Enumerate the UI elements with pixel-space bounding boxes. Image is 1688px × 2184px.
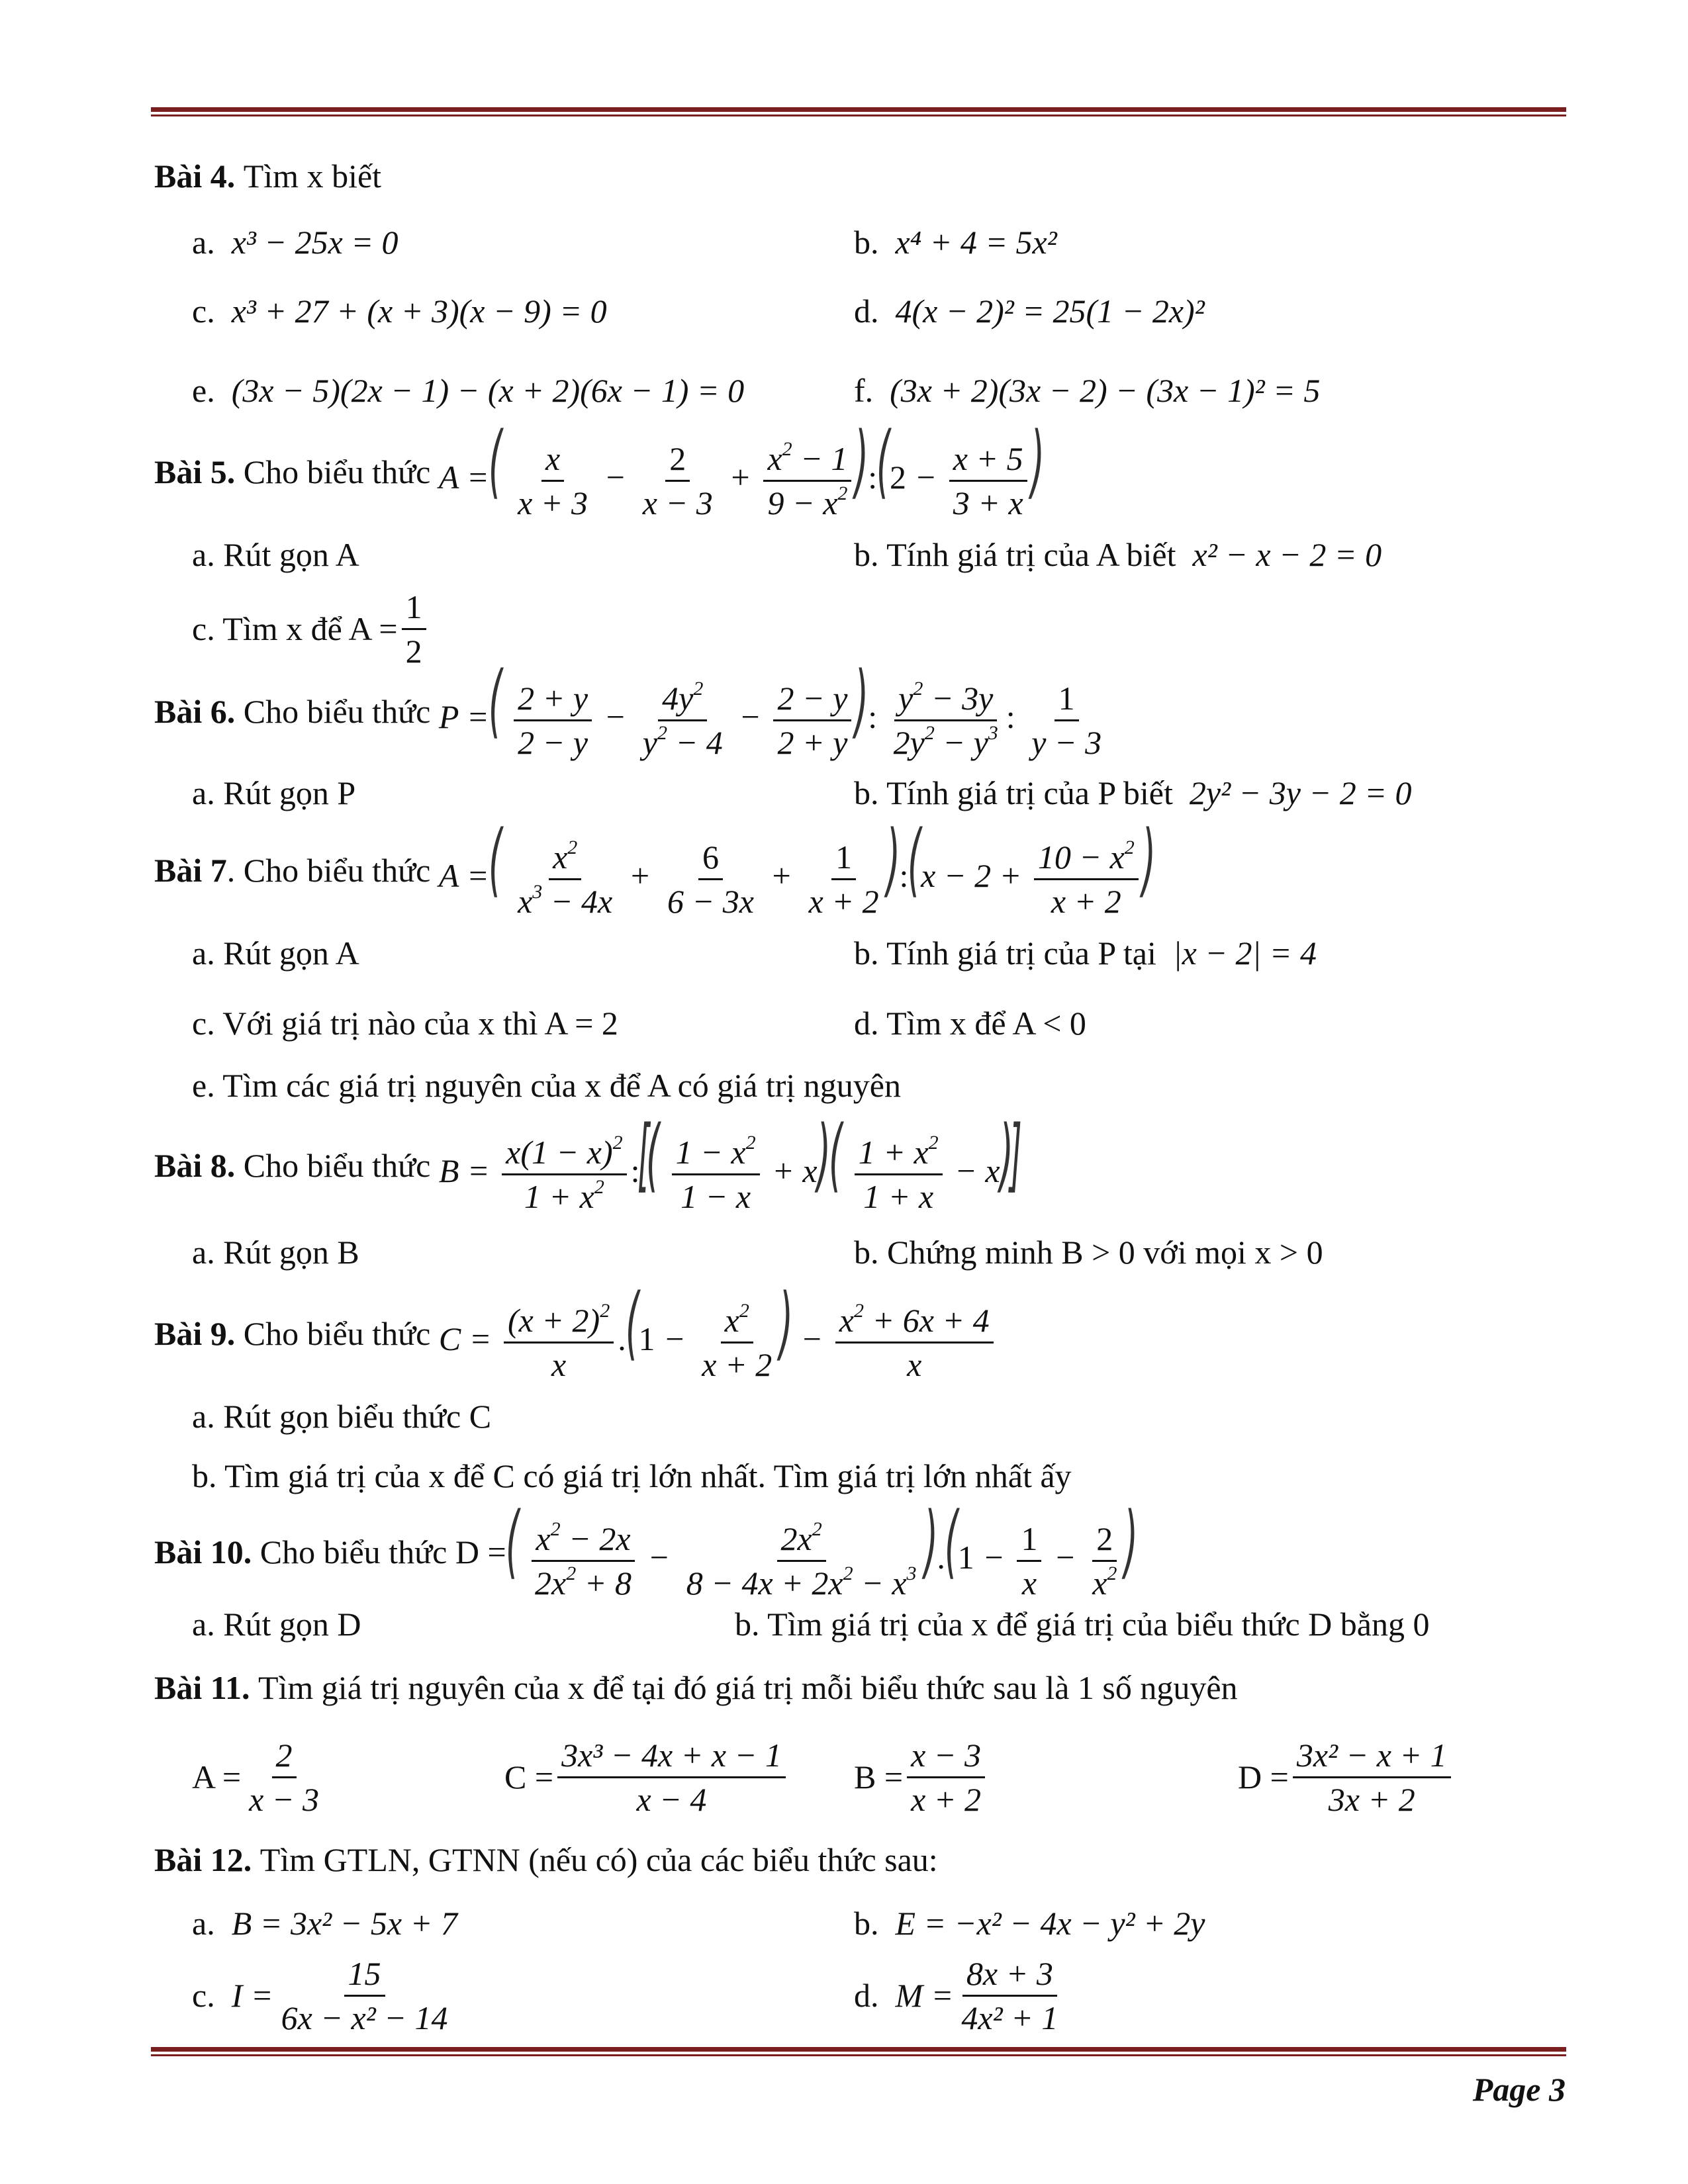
header-rule	[151, 107, 1566, 112]
item-label: d.	[854, 293, 879, 330]
item-label: b.	[854, 1905, 879, 1942]
header-rule-thin	[151, 114, 1566, 116]
bai4-a-expr: x³ − 25x = 0	[231, 224, 399, 261]
page-number: Page 3	[1472, 2071, 1566, 2108]
bai6-title: Bài 6.	[154, 693, 236, 730]
bai7-heading	[154, 813, 1156, 921]
bai6-heading	[154, 655, 1109, 762]
bai7-title: Bài 7	[154, 852, 227, 889]
item-label: a.	[192, 224, 215, 261]
bai5-heading	[154, 415, 1045, 522]
bai6-text: Cho biểu thức	[243, 693, 431, 730]
bai9-heading	[154, 1277, 998, 1384]
frac-den: x − 4	[636, 1780, 707, 1818]
frac-den: x − 3	[249, 1780, 319, 1818]
bai5-b-expr: x² − x − 2 = 0	[1192, 536, 1382, 573]
footer-rule-thin	[151, 2054, 1566, 2056]
bai12-d-lhs: M =	[895, 1977, 954, 2014]
bai8-formula: B = $\frac{x(1 - x)^2}{1 + x^2}$ :[( $\frac{1 - x^2}{1 - x}$ + x)( $\frac{1 + x^2}{1 + x}$ − x)]	[438, 1109, 1023, 1216]
frac-num: 8x + 3	[962, 1955, 1057, 1997]
bai6-b	[854, 773, 1411, 813]
bai4-title: Bài 4.	[154, 158, 236, 195]
expr-label: D =	[1238, 1758, 1289, 1796]
bai4-f	[854, 371, 1320, 410]
bai9-a: a. Rút gọn biểu thức C	[192, 1398, 492, 1435]
bai5-text: Cho biểu thức	[243, 453, 431, 490]
bai4-b-expr: x⁴ + 4 = 5x²	[895, 224, 1057, 261]
bai12-a-expr: B = 3x² − 5x + 7	[231, 1905, 457, 1942]
expr-label: A =	[192, 1758, 242, 1796]
bai8-a: a. Rút gọn B	[192, 1234, 359, 1271]
expr-label: C =	[504, 1758, 554, 1796]
bai10-b: b. Tìm giá trị của x để giá trị của biểu thức D bằng 0	[735, 1606, 1430, 1643]
bai12-d	[854, 1952, 1066, 2038]
bai9-formula: C = $\frac{(x + 2)^2}{x}$ .(1 − $\frac{x^2}{x + 2}$ ) − $\frac{x^2 + 6x + 4}{x}$	[439, 1284, 998, 1383]
bai5-c	[192, 589, 430, 668]
frac-num: x − 3	[907, 1737, 985, 1778]
frac-den: x + 2	[911, 1780, 981, 1818]
bai12-c	[192, 1952, 455, 2038]
bai6-a: a. Rút gọn P	[192, 774, 356, 811]
bai10-formula: ( $\frac{x^2 - 2x}{2x^2 + 8}$ − $\frac{2x^2}{8 - 4x + 2x^2 - x^3}$ ).(1 − $\frac{1}{x}$ − $\frac{2}{x^2}$ )	[505, 1495, 1139, 1602]
bai7-d: d. Tìm x để A < 0	[854, 1005, 1086, 1042]
bai6-b-expr: 2y² − 3y − 2 = 0	[1189, 774, 1412, 811]
bai12-a	[192, 1903, 457, 1943]
bai7-b-expr: |x − 2| = 4	[1172, 934, 1317, 972]
bai12-heading	[154, 1840, 938, 1880]
bai4-a	[192, 222, 399, 262]
frac-num: 3x³ − 4x + x − 1	[557, 1737, 786, 1778]
bai4-d-expr: 4(x − 2)² = 25(1 − 2x)²	[895, 293, 1205, 330]
bai9-b: b. Tìm giá trị của x để C có giá trị lớn nhất. Tìm giá trị lớn nhất ấy	[192, 1457, 1072, 1494]
bai11-text: Tìm giá trị nguyên của x để tại đó giá trị mỗi biểu thức sau là 1 số nguyên	[258, 1669, 1238, 1706]
bai9-text: Cho biểu thức	[243, 1315, 431, 1352]
bai6-b-text: b. Tính giá trị của P biết	[854, 774, 1173, 811]
item-label: b.	[854, 224, 879, 261]
bai11-A	[192, 1734, 327, 1820]
bai8-text: Cho biểu thức	[243, 1147, 431, 1184]
bai7-a: a. Rút gọn A	[192, 934, 359, 972]
bai5-c-num: 1	[402, 588, 426, 630]
bai8-title: Bài 8.	[154, 1147, 236, 1184]
bai4-c	[192, 291, 607, 331]
frac-num: 15	[344, 1955, 385, 1997]
bai11-B	[854, 1734, 989, 1820]
frac-den: 4x² + 1	[961, 1999, 1058, 2036]
bai8-heading	[154, 1109, 1023, 1216]
bai8-b: b. Chứng minh B > 0 với mọi x > 0	[854, 1234, 1323, 1271]
bai12-title: Bài 12.	[154, 1841, 252, 1878]
bai9-title: Bài 9.	[154, 1315, 236, 1352]
bai7-formula: A =( $\frac{x^2}{x^3 - 4x}$ + $\frac{6}{6 - 3x}$ + $\frac{1}{x + 2}$ ):(x − 2 + $\frac{10 - x^2}{x + 2}$ )	[438, 813, 1156, 921]
frac-den: 6x − x² − 14	[281, 1999, 448, 2036]
bai11-heading	[154, 1668, 1238, 1707]
bai4-heading	[154, 156, 381, 196]
bai4-e-expr: (3x − 5)(2x − 1) − (x + 2)(6x − 1) = 0	[231, 372, 745, 409]
bai12-b-expr: E = −x² − 4x − y² + 2y	[895, 1905, 1205, 1942]
bai10-text: Cho biểu thức D =	[259, 1533, 506, 1570]
bai12-text: Tìm GTLN, GTNN (nếu có) của các biểu thức sau:	[259, 1841, 938, 1878]
item-label: f.	[854, 372, 874, 409]
bai4-f-expr: (3x + 2)(3x − 2) − (3x − 1)² = 5	[890, 372, 1321, 409]
bai7-e: e. Tìm các giá trị nguyên của x để A có giá trị nguyên	[192, 1067, 901, 1104]
bai11-C	[504, 1734, 790, 1820]
bai4-b	[854, 222, 1057, 262]
bai4-c-expr: x³ + 27 + (x + 3)(x − 9) = 0	[231, 293, 607, 330]
bai5-b-text: b. Tính giá trị của A biết	[854, 536, 1176, 573]
expr-label: B =	[854, 1758, 904, 1796]
bai7-c: c. Với giá trị nào của x thì A = 2	[192, 1005, 618, 1042]
item-label: c.	[192, 1977, 215, 2014]
bai5-title: Bài 5.	[154, 453, 236, 490]
footer-rule	[151, 2047, 1566, 2052]
bai4-text: Tìm x biết	[243, 158, 382, 195]
item-label: d.	[854, 1977, 879, 2014]
bai7-b	[854, 933, 1317, 973]
item-label: e.	[192, 372, 215, 409]
bai10-heading	[154, 1495, 1139, 1602]
bai5-b	[854, 535, 1382, 574]
bai5-a: a. Rút gọn A	[192, 536, 359, 573]
bai10-a: a. Rút gọn D	[192, 1606, 361, 1643]
bai11-title: Bài 11.	[154, 1669, 250, 1706]
item-label: a.	[192, 1905, 215, 1942]
bai11-D	[1238, 1734, 1455, 1820]
bai5-formula: A =( $\frac{x}{x + 3}$ − $\frac{2}{x - 3}$ + $\frac{x^2 - 1}{9 - x^2}$ ):(2 − $\frac{x + 5}{3 + x}$ )	[438, 415, 1045, 522]
frac-den: 3x + 2	[1328, 1780, 1415, 1818]
bai12-b	[854, 1903, 1205, 1943]
bai10-title: Bài 10.	[154, 1533, 252, 1570]
bai7-text: . Cho biểu thức	[226, 852, 431, 889]
bai4-d	[854, 291, 1205, 331]
bai7-b-text: b. Tính giá trị của P tại	[854, 934, 1156, 972]
bai4-e	[192, 371, 744, 410]
frac-num: 2	[272, 1737, 297, 1778]
item-label: c.	[192, 293, 215, 330]
bai6-formula: P =( $\frac{2 + y}{2 - y}$ − $\frac{4y^2}{y^2 - 4}$ − $\frac{2 - y}{2 + y}$ ): $\frac{y^2 - 3y}{2y^2 - y^3}$ : $\frac{1}{y - 3}$	[438, 655, 1102, 762]
frac-num: 3x² − x + 1	[1293, 1737, 1451, 1778]
bai12-c-lhs: I =	[231, 1977, 273, 2014]
bai5-c-text: c. Tìm x để A =	[192, 610, 398, 647]
bai5-c-den: 2	[405, 632, 422, 670]
